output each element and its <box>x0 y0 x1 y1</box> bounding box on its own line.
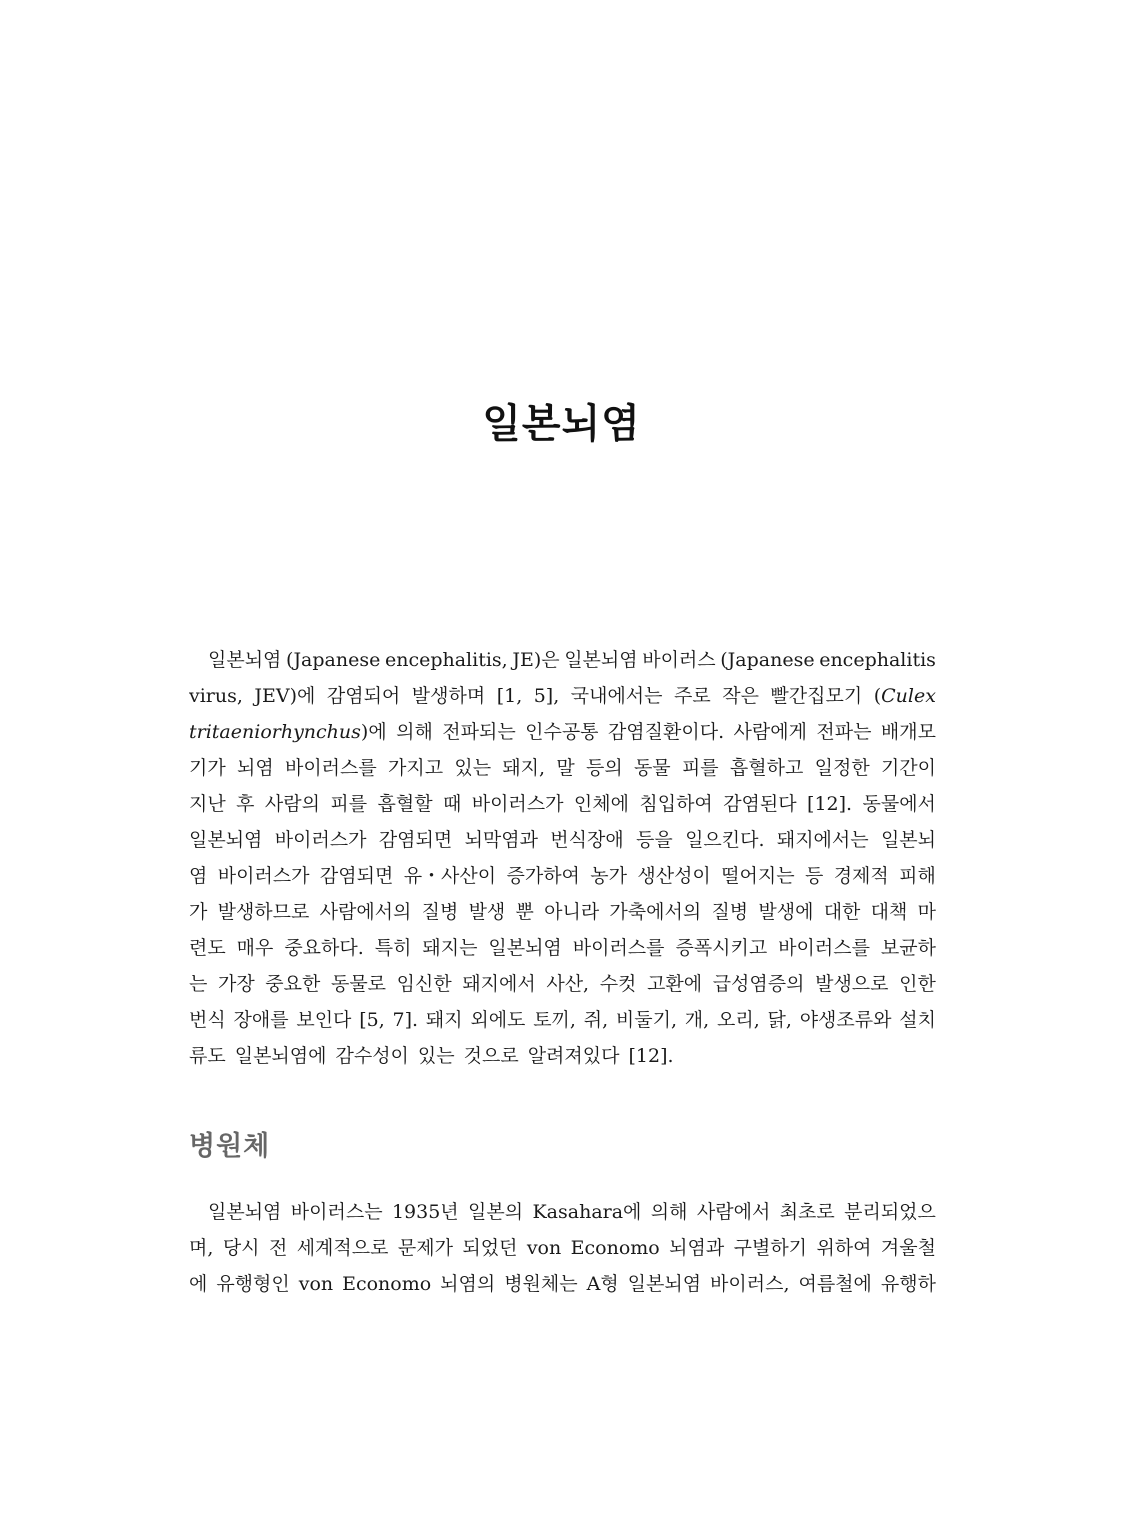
word: 1935년 <box>391 1201 459 1223</box>
word: 돼지에서는 <box>776 829 869 851</box>
word: 유행형인 <box>216 1273 290 1295</box>
word: 피를 <box>330 793 368 815</box>
word: 감수성이 <box>335 1045 409 1067</box>
word: 기가 <box>189 757 226 779</box>
text-line <box>189 822 936 858</box>
text-line <box>189 1266 936 1302</box>
word: 구별하기 <box>733 1237 808 1259</box>
word: 여름철에 <box>798 1273 872 1295</box>
text-line <box>189 1038 936 1074</box>
word: 가장 <box>217 973 255 995</box>
word: 며, <box>189 1237 214 1259</box>
word: 돼지에서 <box>462 973 536 995</box>
word: [5, <box>359 1009 385 1031</box>
word: 바이러스는 <box>290 1201 383 1223</box>
word: 농가 <box>590 865 627 887</box>
word: 중요한 <box>265 973 321 995</box>
word: 증가하여 <box>506 865 580 887</box>
word: 감염질환이다. <box>607 721 725 743</box>
word: 고환에 <box>647 973 703 995</box>
word: 당시 <box>222 1237 260 1259</box>
word: 보균하 <box>880 937 936 959</box>
word: 바이러스가 <box>274 829 367 851</box>
intro-paragraph <box>189 642 936 1074</box>
word: 빨간집모기 <box>770 685 863 707</box>
word: (Japanese <box>286 649 381 671</box>
word: 질병 <box>421 901 459 923</box>
word: 사람에서의 <box>319 901 412 923</box>
pathogen-paragraph <box>189 1194 936 1302</box>
word: 등을 <box>636 829 673 851</box>
word: 분리되었으 <box>844 1201 936 1223</box>
text-line <box>189 930 936 966</box>
word: 주로 <box>674 685 711 707</box>
word: virus, <box>189 685 243 707</box>
word: 침입하여 <box>639 793 713 815</box>
text-line <box>189 1194 936 1230</box>
word: 피해 <box>899 865 936 887</box>
word: 뇌염 <box>236 757 274 779</box>
text-line <box>189 678 936 714</box>
word: 번식 <box>189 1009 226 1031</box>
word: 일본뇌염 <box>488 937 562 959</box>
word: 동물 <box>633 757 671 779</box>
word: 발생으로 <box>815 973 889 995</box>
word: JEV)에 <box>254 685 316 707</box>
word: 뇌막염과 <box>464 829 538 851</box>
page-title: 일본뇌염 <box>482 401 641 447</box>
word: 바이러스를 <box>572 937 665 959</box>
word: Economo <box>570 1237 660 1259</box>
word: 바이러스, <box>710 1273 790 1295</box>
word: 말 <box>556 757 575 779</box>
word: 동물로 <box>330 973 387 995</box>
word: 일본뇌염에 <box>234 1045 327 1067</box>
word: 가지고 <box>388 757 444 779</box>
word: 세계적으로 <box>296 1237 389 1259</box>
word: 뿐 <box>515 901 534 923</box>
word: 동물에서 <box>862 793 936 815</box>
word: 일본뇌염 <box>208 649 282 671</box>
word: [1, <box>496 685 523 707</box>
word: 가 <box>189 901 208 923</box>
word: 바이러스가 <box>471 793 564 815</box>
word: 마 <box>917 901 936 923</box>
word: 일본뇌염 <box>189 829 263 851</box>
text-line <box>189 750 936 786</box>
word: 배개모 <box>880 721 936 743</box>
word: 일으킨다. <box>685 829 765 851</box>
word: 감염되면 <box>378 829 453 851</box>
word: 위하여 <box>816 1237 872 1259</box>
word: 뇌염과 <box>669 1237 725 1259</box>
word: 닭, <box>767 1009 792 1031</box>
word: 후 <box>236 793 255 815</box>
text-line <box>189 786 936 822</box>
word: 전 <box>268 1237 288 1259</box>
word: 유・사산이 <box>403 865 497 887</box>
word: 있는 <box>417 1045 455 1067</box>
word: [12]. <box>628 1045 674 1067</box>
text-line <box>189 642 936 678</box>
word: encephalitis <box>819 649 936 671</box>
word: 질병 <box>711 901 749 923</box>
word: 흡혈할 <box>377 793 433 815</box>
word: 사람에서 <box>696 1201 771 1223</box>
word: 특히 <box>374 937 412 959</box>
word: von <box>526 1237 562 1259</box>
word: 사람의 <box>264 793 320 815</box>
word: 임신한 <box>396 973 452 995</box>
word: 중요하다. <box>284 937 364 959</box>
word: tritaeniorhynchus)에 <box>189 721 387 743</box>
word: 비둘기, <box>615 1009 678 1031</box>
word: 일본뇌 <box>880 829 936 851</box>
word: 흡혈하고 <box>729 757 804 779</box>
section-heading: 병원체 <box>189 1131 271 1162</box>
word: von <box>298 1273 334 1295</box>
text-line <box>189 1230 936 1266</box>
word: A형 <box>586 1273 619 1295</box>
word: 유행하 <box>880 1273 936 1295</box>
word: 야생조류와 <box>799 1009 892 1031</box>
word: 의해 <box>396 721 433 743</box>
word: 기간이 <box>880 757 936 779</box>
word: 일정한 <box>814 757 870 779</box>
word: 등 <box>804 865 824 887</box>
word: 쥐, <box>583 1009 609 1031</box>
word: 있는 <box>454 757 492 779</box>
word: 매우 <box>236 937 274 959</box>
word: 염 <box>189 865 208 887</box>
word: 증폭시키고 <box>675 937 768 959</box>
word: 외에도 <box>470 1009 526 1031</box>
word: 장애를 <box>233 1009 289 1031</box>
word: 인수공통 <box>525 721 599 743</box>
word: 바이러스 <box>642 649 716 671</box>
word: (Culex <box>873 685 936 707</box>
word: 감염되어 <box>326 685 401 707</box>
word: 것으로 <box>463 1045 519 1067</box>
word: 바이러스를 <box>778 937 870 959</box>
word: 생산성이 <box>637 865 711 887</box>
word: 설치 <box>899 1009 936 1031</box>
word: 지난 <box>189 793 226 815</box>
word: 아니라 <box>544 901 600 923</box>
word: 인한 <box>899 973 936 995</box>
word: 일본뇌염 <box>627 1273 702 1295</box>
word: 피를 <box>681 757 719 779</box>
word: 인체에 <box>573 793 629 815</box>
word: 오리, <box>716 1009 760 1031</box>
word: 토끼, <box>533 1009 576 1031</box>
word: 사산, <box>546 973 590 995</box>
word: encephalitis, <box>384 649 508 671</box>
word: 문제가 <box>397 1237 453 1259</box>
word: 등의 <box>585 757 623 779</box>
word: 돼지 <box>425 1009 463 1031</box>
word: 작은 <box>722 685 759 707</box>
word: 돼지, <box>502 757 546 779</box>
word: 경제적 <box>833 865 889 887</box>
word: 국내에서는 <box>570 685 663 707</box>
word: 일본뇌염 <box>564 649 638 671</box>
word: 수컷 <box>599 973 637 995</box>
text-line <box>189 1002 936 1038</box>
word: 련도 <box>189 937 226 959</box>
word: 발생하며 <box>411 685 486 707</box>
word: 알려져있다 <box>527 1045 620 1067</box>
word: 보인다 <box>296 1009 352 1031</box>
word: 발생에 <box>758 901 814 923</box>
word: 되었던 <box>462 1237 518 1259</box>
word: 5], <box>533 685 560 707</box>
text-line <box>189 858 936 894</box>
word: 류도 <box>189 1045 226 1067</box>
word: 7]. <box>392 1009 419 1031</box>
word: 뇌염의 <box>440 1273 496 1295</box>
word: (Japanese <box>720 649 815 671</box>
word: 떨어지는 <box>721 865 795 887</box>
word: 바이러스를 <box>284 757 377 779</box>
word: 대책 <box>870 901 908 923</box>
word: 전파는 <box>816 721 872 743</box>
word: 급성염증의 <box>712 973 805 995</box>
word: 가축에서의 <box>609 901 702 923</box>
word: 에 <box>189 1273 208 1295</box>
word: 겨울철 <box>880 1237 936 1259</box>
word: 때 <box>442 793 462 815</box>
word: 일본의 <box>468 1201 524 1223</box>
word: 최초로 <box>779 1201 835 1223</box>
word: 는 <box>189 973 208 995</box>
word: 바이러스가 <box>217 865 310 887</box>
word: [12]. <box>807 793 853 815</box>
word: 개, <box>684 1009 710 1031</box>
word: 사람에게 <box>733 721 807 743</box>
word: 발생하므로 <box>217 901 310 923</box>
text-line <box>189 894 936 930</box>
word: Economo <box>342 1273 432 1295</box>
word: 감염되면 <box>319 865 394 887</box>
word: 번식장애 <box>550 829 624 851</box>
word: 대한 <box>823 901 861 923</box>
text-line <box>189 966 936 1002</box>
word: 전파되는 <box>442 721 516 743</box>
word: JE)은 <box>512 649 560 671</box>
word: 감염된다 <box>723 793 797 815</box>
word: 의해 <box>650 1201 688 1223</box>
word: 발생 <box>468 901 506 923</box>
word: 일본뇌염 <box>208 1201 282 1223</box>
text-line <box>189 714 936 750</box>
word: Kasahara에 <box>532 1201 642 1223</box>
word: 돼지는 <box>422 937 478 959</box>
word: 병원체는 <box>504 1273 578 1295</box>
